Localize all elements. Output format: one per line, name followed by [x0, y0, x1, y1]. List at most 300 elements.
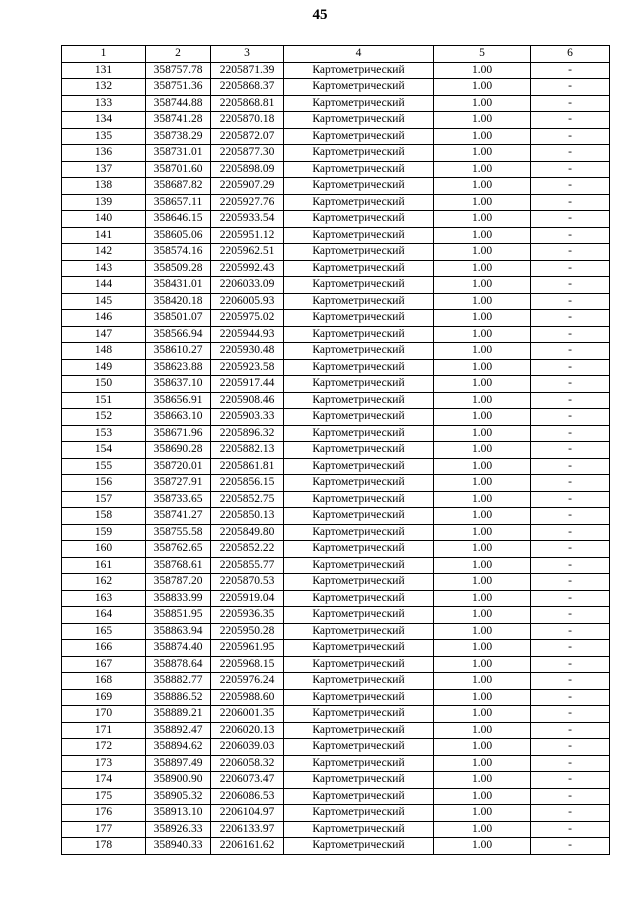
note-cell: - — [531, 524, 610, 541]
point-number-cell: 139 — [62, 194, 146, 211]
note-cell: - — [531, 640, 610, 657]
accuracy-cell: 1.00 — [434, 227, 531, 244]
x-coordinate-cell: 358501.07 — [146, 310, 211, 327]
point-number-cell: 148 — [62, 343, 146, 360]
note-cell: - — [531, 310, 610, 327]
table-row — [62, 128, 610, 145]
point-number-cell: 158 — [62, 508, 146, 525]
y-coordinate-cell: 2206161.62 — [211, 838, 284, 855]
x-coordinate-cell: 358894.62 — [146, 739, 211, 756]
accuracy-cell: 1.00 — [434, 178, 531, 195]
method-cell: Картометрический — [284, 79, 434, 96]
point-number-cell: 169 — [62, 689, 146, 706]
accuracy-cell: 1.00 — [434, 673, 531, 690]
method-cell: Картометрический — [284, 310, 434, 327]
note-cell: - — [531, 442, 610, 459]
point-number-cell: 145 — [62, 293, 146, 310]
accuracy-cell: 1.00 — [434, 326, 531, 343]
y-coordinate-cell: 2205968.15 — [211, 656, 284, 673]
y-coordinate-cell: 2205907.29 — [211, 178, 284, 195]
x-coordinate-cell: 358720.01 — [146, 458, 211, 475]
point-number-cell: 155 — [62, 458, 146, 475]
note-cell: - — [531, 194, 610, 211]
x-coordinate-cell: 358863.94 — [146, 623, 211, 640]
table-row — [62, 112, 610, 129]
table-row — [62, 491, 610, 508]
accuracy-cell: 1.00 — [434, 557, 531, 574]
accuracy-cell: 1.00 — [434, 475, 531, 492]
table-row — [62, 821, 610, 838]
x-coordinate-cell: 358727.91 — [146, 475, 211, 492]
accuracy-cell: 1.00 — [434, 623, 531, 640]
accuracy-cell: 1.00 — [434, 607, 531, 624]
method-cell: Картометрический — [284, 772, 434, 789]
y-coordinate-cell: 2205951.12 — [211, 227, 284, 244]
table-row — [62, 805, 610, 822]
method-cell: Картометрический — [284, 623, 434, 640]
accuracy-cell: 1.00 — [434, 376, 531, 393]
method-cell: Картометрический — [284, 640, 434, 657]
x-coordinate-cell: 358623.88 — [146, 359, 211, 376]
method-cell: Картометрический — [284, 359, 434, 376]
table-row — [62, 310, 610, 327]
note-cell: - — [531, 788, 610, 805]
table-body — [62, 62, 610, 854]
y-coordinate-cell: 2205896.32 — [211, 425, 284, 442]
note-cell: - — [531, 805, 610, 822]
y-coordinate-cell: 2206086.53 — [211, 788, 284, 805]
method-cell: Картометрический — [284, 244, 434, 261]
table-row — [62, 508, 610, 525]
note-cell: - — [531, 557, 610, 574]
accuracy-cell: 1.00 — [434, 310, 531, 327]
note-cell: - — [531, 590, 610, 607]
method-cell: Картометрический — [284, 343, 434, 360]
x-coordinate-cell: 358755.58 — [146, 524, 211, 541]
point-number-cell: 154 — [62, 442, 146, 459]
x-coordinate-cell: 358913.10 — [146, 805, 211, 822]
table-row — [62, 656, 610, 673]
method-cell: Картометрический — [284, 557, 434, 574]
note-cell: - — [531, 227, 610, 244]
accuracy-cell: 1.00 — [434, 260, 531, 277]
point-number-cell: 157 — [62, 491, 146, 508]
note-cell: - — [531, 293, 610, 310]
point-number-cell: 153 — [62, 425, 146, 442]
note-cell: - — [531, 706, 610, 723]
table-row — [62, 607, 610, 624]
note-cell: - — [531, 739, 610, 756]
page-number: 45 — [312, 7, 328, 23]
note-cell: - — [531, 458, 610, 475]
x-coordinate-cell: 358690.28 — [146, 442, 211, 459]
accuracy-cell: 1.00 — [434, 640, 531, 657]
accuracy-cell: 1.00 — [434, 161, 531, 178]
table-row — [62, 722, 610, 739]
y-coordinate-cell: 2205870.53 — [211, 574, 284, 591]
x-coordinate-cell: 358420.18 — [146, 293, 211, 310]
point-number-cell: 174 — [62, 772, 146, 789]
x-coordinate-cell: 358905.32 — [146, 788, 211, 805]
note-cell: - — [531, 161, 610, 178]
note-cell: - — [531, 178, 610, 195]
method-cell: Картометрический — [284, 194, 434, 211]
y-coordinate-cell: 2205877.30 — [211, 145, 284, 162]
accuracy-cell: 1.00 — [434, 656, 531, 673]
note-cell: - — [531, 326, 610, 343]
y-coordinate-cell: 2205908.46 — [211, 392, 284, 409]
accuracy-cell: 1.00 — [434, 508, 531, 525]
y-coordinate-cell: 2205882.13 — [211, 442, 284, 459]
method-cell: Картометрический — [284, 656, 434, 673]
point-number-cell: 167 — [62, 656, 146, 673]
point-number-cell: 166 — [62, 640, 146, 657]
y-coordinate-cell: 2205852.75 — [211, 491, 284, 508]
y-coordinate-cell: 2205850.13 — [211, 508, 284, 525]
accuracy-cell: 1.00 — [434, 491, 531, 508]
method-cell: Картометрический — [284, 541, 434, 558]
note-cell: - — [531, 62, 610, 79]
point-number-cell: 172 — [62, 739, 146, 756]
y-coordinate-cell: 2205936.35 — [211, 607, 284, 624]
method-cell: Картометрический — [284, 409, 434, 426]
table-row — [62, 260, 610, 277]
table-row — [62, 673, 610, 690]
note-cell: - — [531, 475, 610, 492]
note-cell: - — [531, 277, 610, 294]
point-number-cell: 161 — [62, 557, 146, 574]
x-coordinate-cell: 358787.20 — [146, 574, 211, 591]
accuracy-cell: 1.00 — [434, 79, 531, 96]
note-cell: - — [531, 244, 610, 261]
table-row — [62, 194, 610, 211]
note-cell: - — [531, 491, 610, 508]
point-number-cell: 177 — [62, 821, 146, 838]
point-number-cell: 159 — [62, 524, 146, 541]
point-number-cell: 160 — [62, 541, 146, 558]
method-cell: Картометрический — [284, 277, 434, 294]
table-row — [62, 326, 610, 343]
table-row — [62, 161, 610, 178]
method-cell: Картометрический — [284, 838, 434, 855]
y-coordinate-cell: 2205852.22 — [211, 541, 284, 558]
x-coordinate-cell: 358878.64 — [146, 656, 211, 673]
x-coordinate-cell: 358731.01 — [146, 145, 211, 162]
method-cell: Картометрический — [284, 689, 434, 706]
x-coordinate-cell: 358701.60 — [146, 161, 211, 178]
point-number-cell: 143 — [62, 260, 146, 277]
y-coordinate-cell: 2205868.81 — [211, 95, 284, 112]
table-row — [62, 755, 610, 772]
note-cell: - — [531, 574, 610, 591]
x-coordinate-cell: 358605.06 — [146, 227, 211, 244]
point-number-cell: 151 — [62, 392, 146, 409]
accuracy-cell: 1.00 — [434, 128, 531, 145]
y-coordinate-cell: 2205927.76 — [211, 194, 284, 211]
note-cell: - — [531, 772, 610, 789]
table-row — [62, 524, 610, 541]
table-row — [62, 442, 610, 459]
table-row — [62, 277, 610, 294]
point-number-cell: 134 — [62, 112, 146, 129]
method-cell: Картометрический — [284, 673, 434, 690]
point-number-cell: 170 — [62, 706, 146, 723]
x-coordinate-cell: 358882.77 — [146, 673, 211, 690]
column-header: 6 — [531, 46, 610, 63]
x-coordinate-cell: 358657.11 — [146, 194, 211, 211]
column-header: 5 — [434, 46, 531, 63]
x-coordinate-cell: 358566.94 — [146, 326, 211, 343]
point-number-cell: 146 — [62, 310, 146, 327]
note-cell: - — [531, 376, 610, 393]
accuracy-cell: 1.00 — [434, 788, 531, 805]
table-row — [62, 62, 610, 79]
method-cell: Картометрический — [284, 260, 434, 277]
table-row — [62, 409, 610, 426]
x-coordinate-cell: 358751.36 — [146, 79, 211, 96]
point-number-cell: 175 — [62, 788, 146, 805]
method-cell: Картометрический — [284, 425, 434, 442]
x-coordinate-cell: 358671.96 — [146, 425, 211, 442]
accuracy-cell: 1.00 — [434, 805, 531, 822]
method-cell: Картометрический — [284, 722, 434, 739]
note-cell: - — [531, 211, 610, 228]
note-cell: - — [531, 755, 610, 772]
method-cell: Картометрический — [284, 95, 434, 112]
x-coordinate-cell: 358738.29 — [146, 128, 211, 145]
table-row — [62, 623, 610, 640]
table-row — [62, 178, 610, 195]
accuracy-cell: 1.00 — [434, 409, 531, 426]
method-cell: Картометрический — [284, 590, 434, 607]
y-coordinate-cell: 2205976.24 — [211, 673, 284, 690]
note-cell: - — [531, 145, 610, 162]
y-coordinate-cell: 2205871.39 — [211, 62, 284, 79]
accuracy-cell: 1.00 — [434, 359, 531, 376]
y-coordinate-cell: 2206033.09 — [211, 277, 284, 294]
method-cell: Картометрический — [284, 161, 434, 178]
note-cell: - — [531, 128, 610, 145]
y-coordinate-cell: 2206001.35 — [211, 706, 284, 723]
table-row — [62, 95, 610, 112]
x-coordinate-cell: 358900.90 — [146, 772, 211, 789]
method-cell: Картометрический — [284, 128, 434, 145]
note-cell: - — [531, 79, 610, 96]
accuracy-cell: 1.00 — [434, 145, 531, 162]
y-coordinate-cell: 2205855.77 — [211, 557, 284, 574]
y-coordinate-cell: 2206133.97 — [211, 821, 284, 838]
method-cell: Картометрический — [284, 326, 434, 343]
y-coordinate-cell: 2206104.97 — [211, 805, 284, 822]
accuracy-cell: 1.00 — [434, 392, 531, 409]
x-coordinate-cell: 358757.78 — [146, 62, 211, 79]
table-row — [62, 458, 610, 475]
x-coordinate-cell: 358509.28 — [146, 260, 211, 277]
table-row — [62, 706, 610, 723]
point-number-cell: 144 — [62, 277, 146, 294]
accuracy-cell: 1.00 — [434, 277, 531, 294]
point-number-cell: 171 — [62, 722, 146, 739]
x-coordinate-cell: 358744.88 — [146, 95, 211, 112]
method-cell: Картометрический — [284, 178, 434, 195]
table-header-row — [62, 46, 610, 63]
table-row — [62, 541, 610, 558]
point-number-cell: 152 — [62, 409, 146, 426]
method-cell: Картометрический — [284, 508, 434, 525]
point-number-cell: 135 — [62, 128, 146, 145]
point-number-cell: 132 — [62, 79, 146, 96]
y-coordinate-cell: 2206039.03 — [211, 739, 284, 756]
x-coordinate-cell: 358656.91 — [146, 392, 211, 409]
accuracy-cell: 1.00 — [434, 739, 531, 756]
accuracy-cell: 1.00 — [434, 838, 531, 855]
point-number-cell: 136 — [62, 145, 146, 162]
table-row — [62, 376, 610, 393]
note-cell: - — [531, 623, 610, 640]
point-number-cell: 131 — [62, 62, 146, 79]
table-row — [62, 227, 610, 244]
column-header: 3 — [211, 46, 284, 63]
table-row — [62, 425, 610, 442]
accuracy-cell: 1.00 — [434, 343, 531, 360]
method-cell: Картометрический — [284, 821, 434, 838]
point-number-cell: 141 — [62, 227, 146, 244]
table-row — [62, 557, 610, 574]
x-coordinate-cell: 358926.33 — [146, 821, 211, 838]
accuracy-cell: 1.00 — [434, 442, 531, 459]
accuracy-cell: 1.00 — [434, 772, 531, 789]
table-row — [62, 359, 610, 376]
x-coordinate-cell: 358940.33 — [146, 838, 211, 855]
accuracy-cell: 1.00 — [434, 706, 531, 723]
table-row — [62, 574, 610, 591]
y-coordinate-cell: 2206058.32 — [211, 755, 284, 772]
y-coordinate-cell: 2206005.93 — [211, 293, 284, 310]
method-cell: Картометрический — [284, 491, 434, 508]
x-coordinate-cell: 358741.27 — [146, 508, 211, 525]
x-coordinate-cell: 358833.99 — [146, 590, 211, 607]
note-cell: - — [531, 541, 610, 558]
table-row — [62, 689, 610, 706]
accuracy-cell: 1.00 — [434, 590, 531, 607]
y-coordinate-cell: 2206020.13 — [211, 722, 284, 739]
table-row — [62, 772, 610, 789]
table-row — [62, 145, 610, 162]
accuracy-cell: 1.00 — [434, 194, 531, 211]
point-number-cell: 133 — [62, 95, 146, 112]
y-coordinate-cell: 2205975.02 — [211, 310, 284, 327]
method-cell: Картометрический — [284, 211, 434, 228]
table-row — [62, 475, 610, 492]
accuracy-cell: 1.00 — [434, 722, 531, 739]
method-cell: Картометрический — [284, 145, 434, 162]
note-cell: - — [531, 260, 610, 277]
y-coordinate-cell: 2206073.47 — [211, 772, 284, 789]
y-coordinate-cell: 2205992.43 — [211, 260, 284, 277]
y-coordinate-cell: 2205870.18 — [211, 112, 284, 129]
point-number-cell: 156 — [62, 475, 146, 492]
note-cell: - — [531, 838, 610, 855]
note-cell: - — [531, 95, 610, 112]
table-row — [62, 244, 610, 261]
y-coordinate-cell: 2205961.95 — [211, 640, 284, 657]
note-cell: - — [531, 112, 610, 129]
method-cell: Картометрический — [284, 755, 434, 772]
y-coordinate-cell: 2205872.07 — [211, 128, 284, 145]
y-coordinate-cell: 2205898.09 — [211, 161, 284, 178]
note-cell: - — [531, 343, 610, 360]
table-row — [62, 590, 610, 607]
x-coordinate-cell: 358646.15 — [146, 211, 211, 228]
accuracy-cell: 1.00 — [434, 211, 531, 228]
point-number-cell: 163 — [62, 590, 146, 607]
note-cell: - — [531, 508, 610, 525]
coordinates-table — [61, 45, 610, 855]
method-cell: Картометрический — [284, 739, 434, 756]
point-number-cell: 138 — [62, 178, 146, 195]
accuracy-cell: 1.00 — [434, 541, 531, 558]
point-number-cell: 150 — [62, 376, 146, 393]
point-number-cell: 165 — [62, 623, 146, 640]
point-number-cell: 137 — [62, 161, 146, 178]
accuracy-cell: 1.00 — [434, 425, 531, 442]
method-cell: Картометрический — [284, 706, 434, 723]
x-coordinate-cell: 358897.49 — [146, 755, 211, 772]
x-coordinate-cell: 358431.01 — [146, 277, 211, 294]
point-number-cell: 142 — [62, 244, 146, 261]
y-coordinate-cell: 2205919.04 — [211, 590, 284, 607]
x-coordinate-cell: 358733.65 — [146, 491, 211, 508]
accuracy-cell: 1.00 — [434, 574, 531, 591]
x-coordinate-cell: 358768.61 — [146, 557, 211, 574]
point-number-cell: 140 — [62, 211, 146, 228]
table-row — [62, 739, 610, 756]
accuracy-cell: 1.00 — [434, 244, 531, 261]
y-coordinate-cell: 2205849.80 — [211, 524, 284, 541]
method-cell: Картометрический — [284, 458, 434, 475]
x-coordinate-cell: 358610.27 — [146, 343, 211, 360]
x-coordinate-cell: 358663.10 — [146, 409, 211, 426]
note-cell: - — [531, 392, 610, 409]
note-cell: - — [531, 656, 610, 673]
method-cell: Картометрический — [284, 574, 434, 591]
accuracy-cell: 1.00 — [434, 95, 531, 112]
y-coordinate-cell: 2205944.93 — [211, 326, 284, 343]
point-number-cell: 178 — [62, 838, 146, 855]
table-row — [62, 211, 610, 228]
x-coordinate-cell: 358874.40 — [146, 640, 211, 657]
note-cell: - — [531, 409, 610, 426]
method-cell: Картометрический — [284, 442, 434, 459]
method-cell: Картометрический — [284, 293, 434, 310]
method-cell: Картометрический — [284, 112, 434, 129]
point-number-cell: 173 — [62, 755, 146, 772]
method-cell: Картометрический — [284, 62, 434, 79]
table-row — [62, 79, 610, 96]
y-coordinate-cell: 2205950.28 — [211, 623, 284, 640]
accuracy-cell: 1.00 — [434, 755, 531, 772]
x-coordinate-cell: 358851.95 — [146, 607, 211, 624]
accuracy-cell: 1.00 — [434, 293, 531, 310]
point-number-cell: 147 — [62, 326, 146, 343]
note-cell: - — [531, 689, 610, 706]
x-coordinate-cell: 358687.82 — [146, 178, 211, 195]
accuracy-cell: 1.00 — [434, 62, 531, 79]
accuracy-cell: 1.00 — [434, 821, 531, 838]
note-cell: - — [531, 607, 610, 624]
method-cell: Картометрический — [284, 524, 434, 541]
table-row — [62, 392, 610, 409]
